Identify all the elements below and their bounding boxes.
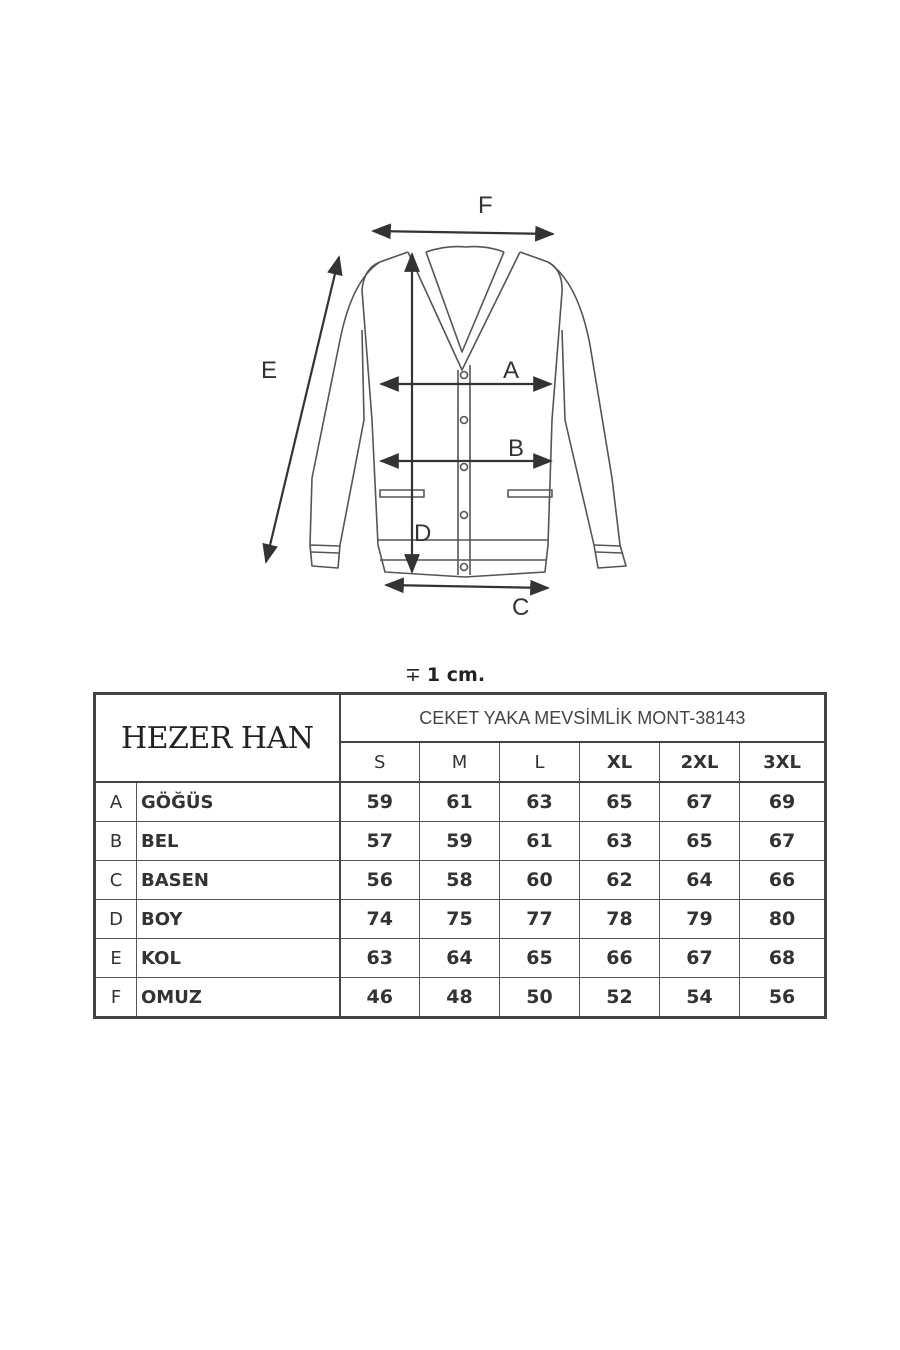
table-cell: 59 bbox=[420, 822, 500, 861]
label-f: F bbox=[478, 192, 493, 219]
table-cell: 62 bbox=[580, 861, 660, 900]
table-cell: 67 bbox=[740, 822, 826, 861]
table-cell: 63 bbox=[580, 822, 660, 861]
table-cell: 63 bbox=[500, 782, 580, 822]
table-cell: 77 bbox=[500, 900, 580, 939]
row-code: A bbox=[95, 782, 137, 822]
row-label: BASEN bbox=[137, 861, 340, 900]
row-code: E bbox=[95, 939, 137, 978]
label-a: A bbox=[503, 357, 520, 384]
size-chart-table bbox=[93, 692, 827, 1019]
table-cell: 59 bbox=[340, 782, 420, 822]
table-cell: 74 bbox=[340, 900, 420, 939]
table-cell: 65 bbox=[580, 782, 660, 822]
cardigan-measurement-diagram bbox=[0, 0, 900, 660]
label-b: B bbox=[508, 435, 525, 462]
table-cell: 52 bbox=[580, 978, 660, 1018]
size-header: 3XL bbox=[740, 742, 826, 782]
table-cell: 67 bbox=[660, 782, 740, 822]
table-cell: 65 bbox=[500, 939, 580, 978]
size-header: S bbox=[340, 742, 420, 782]
row-label: BEL bbox=[137, 822, 340, 861]
table-cell: 60 bbox=[500, 861, 580, 900]
brand-name: HEZER HAN bbox=[95, 694, 340, 783]
table-cell: 50 bbox=[500, 978, 580, 1018]
product-title: CEKET YAKA MEVSİMLİK MONT-38143 bbox=[340, 694, 826, 743]
label-c: C bbox=[512, 594, 530, 621]
tolerance-text: 1 cm. bbox=[426, 664, 486, 686]
table-cell: 64 bbox=[420, 939, 500, 978]
table-row bbox=[95, 978, 826, 1018]
table-row bbox=[95, 822, 826, 861]
label-d: D bbox=[414, 520, 432, 547]
arrow-e bbox=[266, 257, 339, 562]
table-row bbox=[95, 939, 826, 978]
table-cell: 75 bbox=[420, 900, 500, 939]
table-row bbox=[95, 861, 826, 900]
table-cell: 65 bbox=[660, 822, 740, 861]
table-cell: 46 bbox=[340, 978, 420, 1018]
table-row bbox=[95, 900, 826, 939]
row-code: B bbox=[95, 822, 137, 861]
row-label: BOY bbox=[137, 900, 340, 939]
size-header: M bbox=[420, 742, 500, 782]
table-cell: 66 bbox=[580, 939, 660, 978]
table-cell: 79 bbox=[660, 900, 740, 939]
table-cell: 80 bbox=[740, 900, 826, 939]
measurement-arrows bbox=[266, 231, 553, 588]
table-cell: 66 bbox=[740, 861, 826, 900]
table-cell: 57 bbox=[340, 822, 420, 861]
tolerance-note bbox=[405, 664, 485, 686]
table-cell: 78 bbox=[580, 900, 660, 939]
table-cell: 58 bbox=[420, 861, 500, 900]
table-cell: 69 bbox=[740, 782, 826, 822]
table-cell: 68 bbox=[740, 939, 826, 978]
row-label: GÖĞÜS bbox=[137, 782, 340, 822]
table-cell: 64 bbox=[660, 861, 740, 900]
size-header: L bbox=[500, 742, 580, 782]
arrow-f bbox=[373, 231, 553, 234]
row-label: KOL bbox=[137, 939, 340, 978]
arrow-c bbox=[386, 585, 548, 588]
table-cell: 61 bbox=[500, 822, 580, 861]
table-cell: 56 bbox=[740, 978, 826, 1018]
table-cell: 48 bbox=[420, 978, 500, 1018]
table-cell: 63 bbox=[340, 939, 420, 978]
size-header: XL bbox=[580, 742, 660, 782]
cardigan-outline bbox=[310, 247, 626, 577]
table-cell: 67 bbox=[660, 939, 740, 978]
row-code: F bbox=[95, 978, 137, 1018]
table-row bbox=[95, 782, 826, 822]
table-cell: 61 bbox=[420, 782, 500, 822]
plus-minus-icon: ∓ bbox=[405, 664, 421, 686]
label-e: E bbox=[261, 357, 278, 384]
table-cell: 54 bbox=[660, 978, 740, 1018]
table-cell: 56 bbox=[340, 861, 420, 900]
size-header: 2XL bbox=[660, 742, 740, 782]
row-code: C bbox=[95, 861, 137, 900]
row-label: OMUZ bbox=[137, 978, 340, 1018]
row-code: D bbox=[95, 900, 137, 939]
